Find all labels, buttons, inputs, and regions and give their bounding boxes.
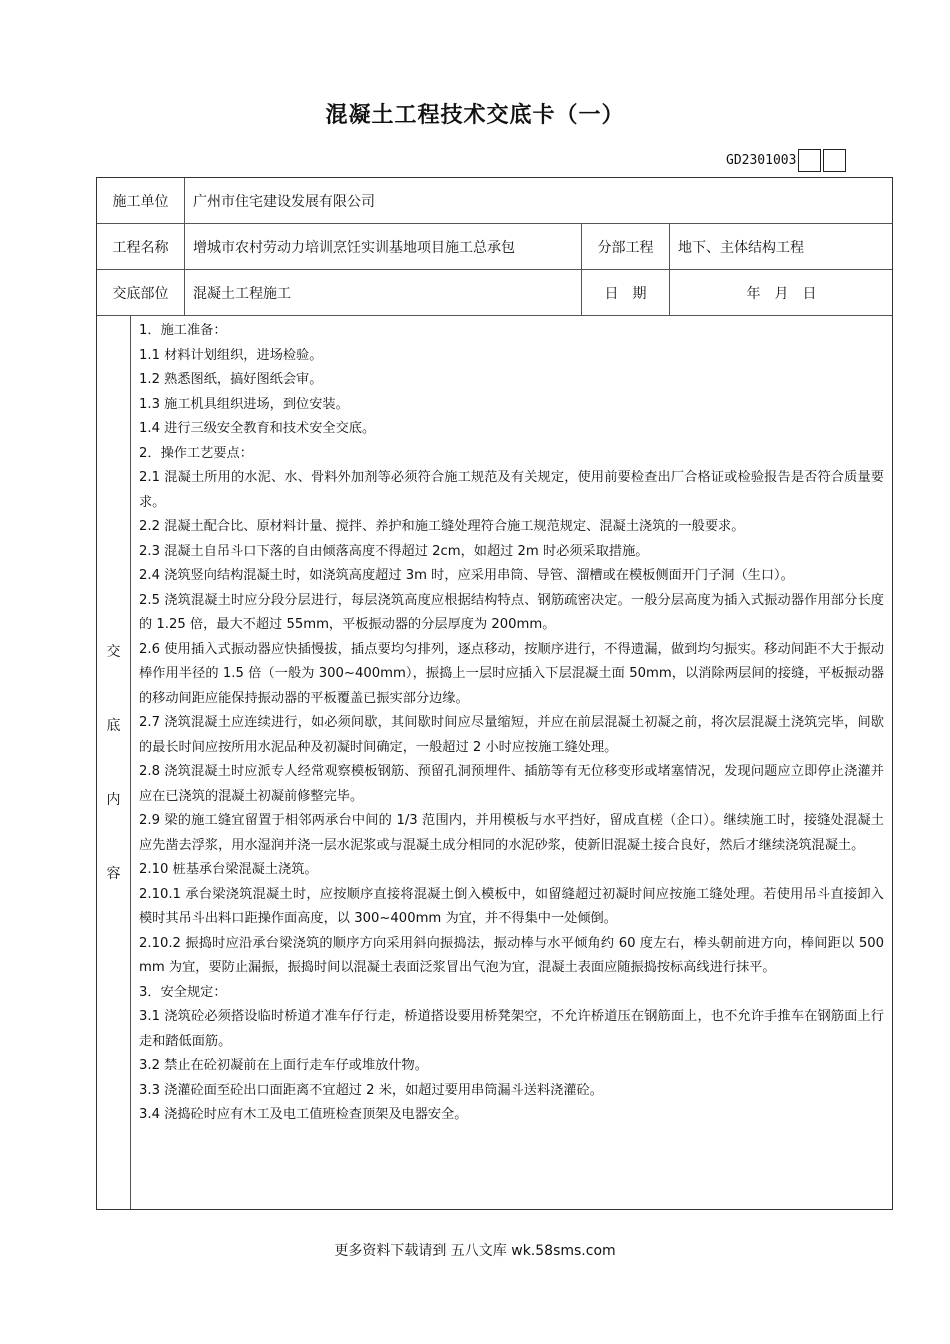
col-divider — [130, 315, 131, 1209]
page-title: 混凝土工程技术交底卡（一） — [325, 103, 625, 128]
content-line: 2.3 混凝土自吊斗口下落的自由倾落高度不得超过 2cm，如超过 2m 时必须采取措施。 — [139, 543, 649, 559]
footer-note: 更多资料下载请到 五八文库 wk.58sms.com — [334, 1243, 616, 1259]
content-line: 2.10.1 承台梁浇筑混凝土时，应按顺序直接将混凝土倒入模板中，如留缝超过初凝时间应按施工缝处理。若使用吊斗直接卸入模时其吊斗出料口距操作面高度，以 300~400mm 为宜，并不得集中一处倾倒。 — [139, 886, 884, 926]
handover-table — [96, 177, 893, 1210]
doc-code: GD2301003 — [726, 152, 797, 168]
content-line: 1.4 进行三级安全教育和技术安全交底。 — [139, 421, 376, 436]
content-line: 2.8 浇筑混凝土时应派专人经常观察模板钢筋、预留孔洞预埋件、插筋等有无位移变形或堵塞情况，发现问题应立即停止浇灌并应在已浇筑的混凝土初凝前修整完毕。 — [139, 764, 884, 804]
content-line: 1.3 施工机具组织进场，到位安装。 — [139, 396, 349, 412]
unit-value: 广州市住宅建设发展有限公司 — [193, 193, 375, 210]
code-box-1 — [798, 149, 821, 172]
unit-label: 施工单位 — [112, 193, 169, 210]
side-label-char: 容 — [106, 866, 121, 882]
content-line: 3．安全规定： — [139, 984, 227, 1000]
project-label: 工程名称 — [112, 239, 169, 256]
content-line: 3.1 浇筑砼必须搭设临时桥道才准车仔行走，桥道搭设要用桥凳架空，不允许桥道压在钢筋面上，也不允许手推车在钢筋面上行走和踏低面筋。 — [139, 1009, 884, 1049]
doc-code-row — [726, 148, 846, 172]
content-line: 2.5 浇筑混凝土时应分段分层进行，每层浇筑高度应根据结构特点、钢筋疏密决定。一般分层高度为插入式振动器作用部分长度的 1.25 倍，最大不超过 55mm，平板振动器的分层厚度为 200mm。 — [139, 592, 884, 632]
part-value: 混凝土工程施工 — [193, 285, 291, 302]
side-label-char: 内 — [106, 792, 121, 808]
content-line: 1.2 熟悉图纸，搞好图纸会审。 — [139, 372, 323, 387]
content-line: 2.2 混凝土配合比、原材料计量、搅拌、养护和施工缝处理符合施工规范规定、混凝土浇筑的一般要求。 — [139, 519, 745, 534]
handover-content — [139, 319, 884, 1128]
row-divider — [97, 315, 892, 316]
content-line: 2.4 浇筑竖向结构混凝土时，如浇筑高度超过 3m 时，应采用串筒、导管、溜槽或在模板侧面开门子洞（生口）。 — [139, 568, 794, 583]
subproject-label: 分部工程 — [597, 239, 654, 256]
code-box-2 — [823, 149, 846, 172]
content-line: 2.10 桩基承台梁混凝土浇筑。 — [139, 862, 318, 877]
content-line: 2.1 混凝土所用的水泥、水、骨料外加剂等必须符合施工规范及有关规定，使用前要检查出厂合格证或检验报告是否符合质量要求。 — [139, 470, 884, 510]
content-line: 3.4 浇捣砼时应有木工及电工值班检查顶架及电器安全。 — [139, 1107, 468, 1122]
content-line: 2.7 浇筑混凝土应连续进行，如必须间歇，其间歇时间应尽量缩短，并应在前层混凝土初凝之前，将次层混凝土浇筑完毕，间歇的最长时间应按所用水泥品种及初凝时间确定，一般超过 2 小时应按施工缝处理。 — [139, 715, 884, 755]
content-line: 2.9 梁的施工缝宜留置于相邻两承台中间的 1/3 范围内，并用模板与水平挡好，留成直槎（企口）。继续施工时，接缝处混凝土应先凿去浮浆，用水湿润并浇一层水泥浆或与混凝土成分相同的水泥砂浆，使新旧混凝土接合良好，然后才继续浇筑混凝土。 — [139, 813, 884, 853]
content-line: 1.1 材料计划组织，进场检验。 — [139, 347, 323, 363]
content-line: 3.3 浇灌砼面至砼出口面距离不宜超过 2 米，如超过要用串筒漏斗送料浇灌砼。 — [139, 1082, 603, 1098]
content-line: 1．施工准备： — [139, 323, 227, 338]
content-line: 3.2 禁止在砼初凝前在上面行走车仔或堆放什物。 — [139, 1058, 428, 1073]
part-label: 交底部位 — [112, 285, 169, 302]
date-value: 年 月 日 — [746, 285, 817, 302]
content-line: 2．操作工艺要点： — [139, 445, 253, 461]
project-value: 增城市农村劳动力培训烹饪实训基地项目施工总承包 — [193, 239, 515, 256]
date-label: 日 期 — [604, 285, 647, 302]
side-label-char: 底 — [106, 718, 121, 734]
content-line: 2.6 使用插入式振动器应快插慢拔，插点要均匀排列，逐点移动，按顺序进行，不得遗漏，做到均匀振实。移动间距不大于振动棒作用半径的 1.5 倍（一般为 300~400mm），振捣上一层时应插入下层混凝土面 50mm，以消除两层间的接缝，平板振动器的移动间距应能保持振动器的平板覆盖已振实部分边缘。 — [139, 641, 884, 706]
side-label-char: 交 — [106, 644, 121, 660]
content-line: 2.10.2 振捣时应沿承台梁浇筑的顺序方向采用斜向振捣法，振动棒与水平倾角约 60 度左右，棒头朝前进方向，棒间距以 500 mm 为宜，要防止漏振，振捣时间以混凝土表面泛浆冒出气泡为宜，混凝土表面应随振捣按标高线进行抹平。 — [139, 935, 884, 975]
content-side-label — [97, 315, 130, 1209]
subproject-value: 地下、主体结构工程 — [678, 239, 804, 256]
